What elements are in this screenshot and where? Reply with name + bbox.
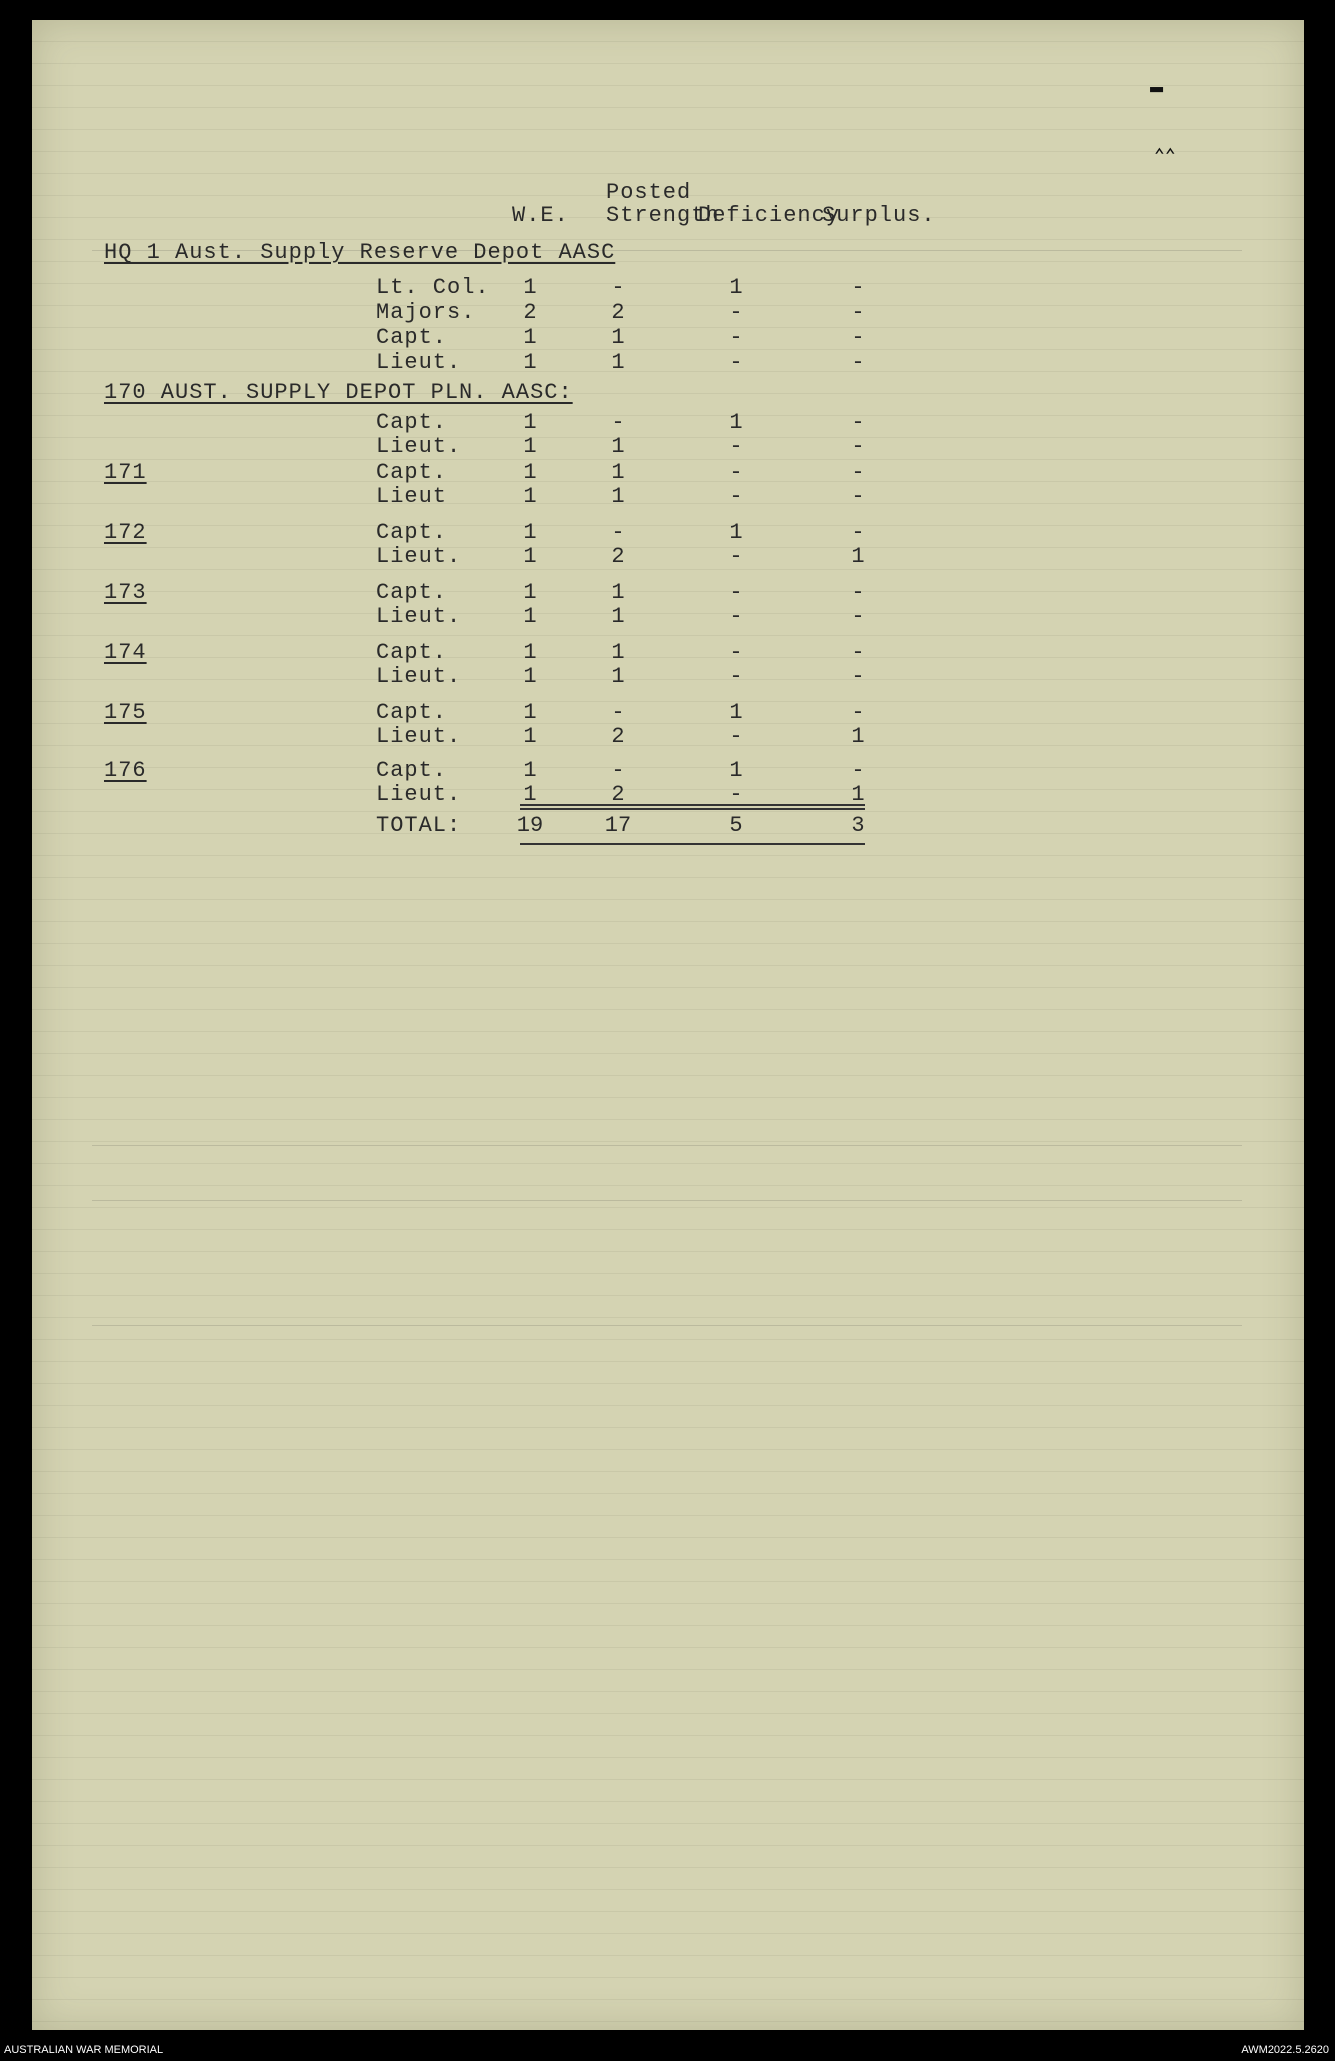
- document-page: [32, 20, 1304, 2030]
- total-label: TOTAL:: [376, 813, 462, 838]
- surplus-value: -: [851, 350, 865, 375]
- footer-left: AUSTRALIAN WAR MEMORIAL: [4, 2044, 164, 2056]
- rank-label: Lieut.: [376, 664, 462, 689]
- we-value: 1: [523, 460, 537, 485]
- we-value: 1: [523, 664, 537, 689]
- posted-value: -: [611, 700, 625, 725]
- posted-value: 1: [611, 350, 625, 375]
- deficiency-value: -: [729, 325, 743, 350]
- group-title: 173: [104, 580, 147, 605]
- surplus-value: -: [851, 325, 865, 350]
- group-title: 170 AUST. SUPPLY DEPOT PLN. AASC:: [104, 380, 573, 405]
- rank-label: Lieut: [376, 484, 448, 509]
- corner-mark: ▬: [1150, 75, 1164, 100]
- we-value: 1: [523, 484, 537, 509]
- deficiency-value: -: [729, 580, 743, 605]
- posted-value: 2: [611, 300, 625, 325]
- ghost-line: [92, 1325, 1242, 1326]
- rank-label: Capt.: [376, 520, 448, 545]
- we-value: 1: [523, 724, 537, 749]
- we-value: 1: [523, 580, 537, 605]
- surplus-value: -: [851, 700, 865, 725]
- surplus-value: -: [851, 484, 865, 509]
- deficiency-value: 1: [729, 410, 743, 435]
- posted-value: 1: [611, 640, 625, 665]
- rank-label: Capt.: [376, 758, 448, 783]
- posted-value: -: [611, 410, 625, 435]
- group-title: 174: [104, 640, 147, 665]
- deficiency-value: 1: [729, 520, 743, 545]
- posted-value: 1: [611, 434, 625, 459]
- surplus-value: 1: [851, 724, 865, 749]
- header-posted-top: Posted: [606, 180, 692, 205]
- rank-label: Lt. Col.: [376, 275, 490, 300]
- we-value: 1: [523, 275, 537, 300]
- posted-value: -: [611, 520, 625, 545]
- we-value: 1: [523, 325, 537, 350]
- rank-label: Capt.: [376, 700, 448, 725]
- posted-value: 1: [611, 484, 625, 509]
- rank-label: Lieut.: [376, 604, 462, 629]
- deficiency-value: -: [729, 350, 743, 375]
- surplus-value: -: [851, 300, 865, 325]
- we-value: 1: [523, 520, 537, 545]
- rank-label: Capt.: [376, 580, 448, 605]
- surplus-value: -: [851, 275, 865, 300]
- group-title: 175: [104, 700, 147, 725]
- surplus-value: -: [851, 640, 865, 665]
- posted-value: 1: [611, 664, 625, 689]
- total-posted: 17: [604, 813, 632, 838]
- header-deficiency: Deficiency: [698, 203, 841, 228]
- group-title: 172: [104, 520, 147, 545]
- total-rule-top-2: [520, 808, 865, 810]
- group-title: 176: [104, 758, 147, 783]
- rank-label: Lieut.: [376, 724, 462, 749]
- deficiency-value: -: [729, 782, 743, 807]
- we-value: 1: [523, 782, 537, 807]
- we-value: 1: [523, 434, 537, 459]
- surplus-value: 1: [851, 544, 865, 569]
- we-value: 1: [523, 350, 537, 375]
- surplus-value: -: [851, 758, 865, 783]
- rank-label: Capt.: [376, 640, 448, 665]
- total-rule-bottom: [520, 843, 865, 845]
- rank-label: Capt.: [376, 460, 448, 485]
- posted-value: -: [611, 275, 625, 300]
- deficiency-value: 1: [729, 700, 743, 725]
- rank-label: Capt.: [376, 410, 448, 435]
- header-we: W.E.: [512, 203, 569, 228]
- we-value: 1: [523, 758, 537, 783]
- posted-value: 1: [611, 604, 625, 629]
- we-value: 1: [523, 544, 537, 569]
- ghost-line: [92, 1200, 1242, 1201]
- header-posted-bottom: Strength: [606, 203, 720, 228]
- deficiency-value: -: [729, 724, 743, 749]
- footer-right: AWM2022.5.2620: [1241, 2044, 1329, 2056]
- surplus-value: -: [851, 410, 865, 435]
- total-rule-top: [520, 804, 865, 806]
- rank-label: Lieut.: [376, 434, 462, 459]
- surplus-value: -: [851, 434, 865, 459]
- rank-label: Lieut.: [376, 544, 462, 569]
- deficiency-value: -: [729, 640, 743, 665]
- rank-label: Lieut.: [376, 350, 462, 375]
- deficiency-value: -: [729, 460, 743, 485]
- deficiency-value: 1: [729, 275, 743, 300]
- total-we: 19: [516, 813, 544, 838]
- posted-value: -: [611, 758, 625, 783]
- surplus-value: -: [851, 460, 865, 485]
- surplus-value: 1: [851, 782, 865, 807]
- we-value: 1: [523, 700, 537, 725]
- deficiency-value: -: [729, 544, 743, 569]
- surplus-value: -: [851, 664, 865, 689]
- posted-value: 1: [611, 580, 625, 605]
- posted-value: 2: [611, 782, 625, 807]
- deficiency-value: -: [729, 434, 743, 459]
- ghost-line: [92, 1145, 1242, 1146]
- posted-value: 1: [611, 325, 625, 350]
- we-value: 1: [523, 640, 537, 665]
- group-title: 171: [104, 460, 147, 485]
- we-value: 1: [523, 604, 537, 629]
- total-deficiency: 5: [729, 813, 743, 838]
- surplus-value: -: [851, 520, 865, 545]
- surplus-value: -: [851, 580, 865, 605]
- deficiency-value: -: [729, 484, 743, 509]
- deficiency-value: -: [729, 664, 743, 689]
- rank-label: Lieut.: [376, 782, 462, 807]
- deficiency-value: -: [729, 300, 743, 325]
- deficiency-value: 1: [729, 758, 743, 783]
- posted-value: 2: [611, 544, 625, 569]
- posted-value: 2: [611, 724, 625, 749]
- rank-label: Majors.: [376, 300, 476, 325]
- corner-caret-mark: ⌃⌃: [1154, 147, 1176, 167]
- posted-value: 1: [611, 460, 625, 485]
- rank-label: Capt.: [376, 325, 448, 350]
- we-value: 1: [523, 410, 537, 435]
- deficiency-value: -: [729, 604, 743, 629]
- header-surplus: Surplus.: [822, 203, 936, 228]
- group-title: HQ 1 Aust. Supply Reserve Depot AASC: [104, 240, 616, 265]
- we-value: 2: [523, 300, 537, 325]
- total-surplus: 3: [851, 813, 865, 838]
- surplus-value: -: [851, 604, 865, 629]
